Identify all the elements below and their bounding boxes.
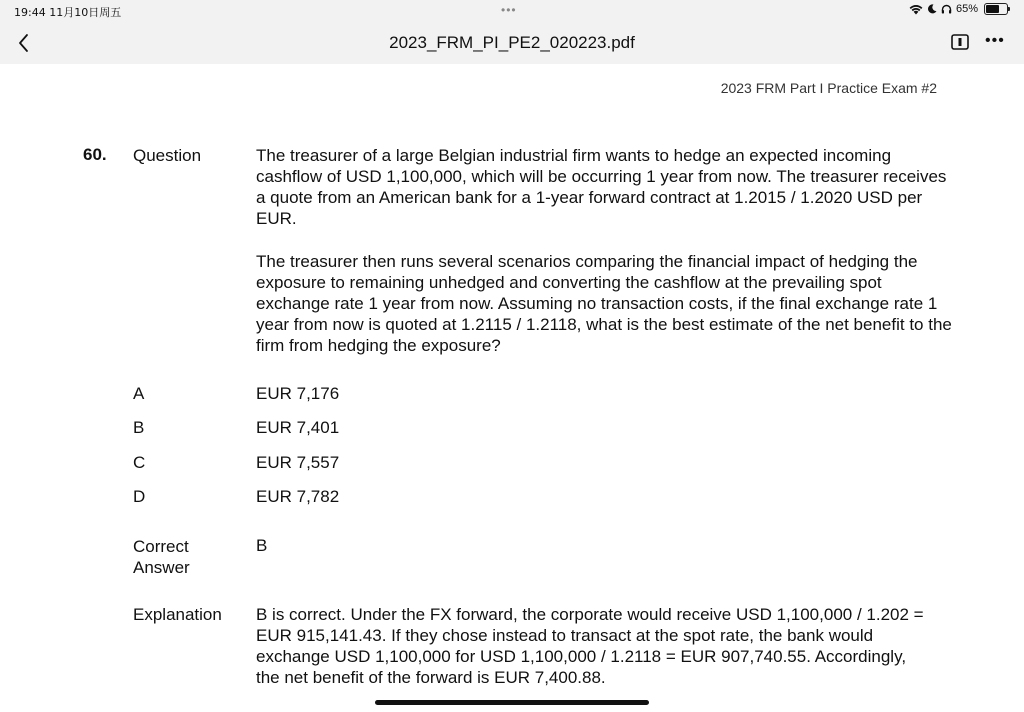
status-time: 19:44 11月10日周五 [14, 6, 122, 19]
ellipsis-icon: ••• [985, 32, 1005, 49]
home-indicator[interactable] [375, 700, 649, 705]
option-letter-b: B [133, 418, 145, 437]
option-text-c: EUR 7,557 [256, 453, 340, 472]
more-options-button[interactable] [985, 32, 1005, 50]
explanation-text: B is correct. Under the FX forward, the corporate would receive USD 1,100,000 / 1.202 = EUR 915,141.43. If they chose instead to transact at the spot rate, the bank would exchange USD 1,100,000 for USD 1,100,000 / 1.2118 = EUR 907,740.55. Accordingly, the net benefit of the forward is EUR 7,400.88. [256, 605, 924, 687]
multitasking-dots[interactable]: ••• [501, 3, 517, 17]
battery-icon [984, 3, 1008, 15]
explanation-label: Explanation [133, 605, 222, 624]
option-text-a: EUR 7,176 [256, 384, 340, 403]
battery-percent: 65% [955, 3, 978, 15]
correct-answer-label: Correct Answer [133, 537, 190, 577]
sidebar-toggle-icon [951, 34, 969, 50]
moon-icon [927, 4, 937, 14]
headphones-icon [941, 4, 952, 14]
option-letter-c: C [133, 453, 146, 472]
correct-answer-value: B [256, 536, 268, 555]
option-text-b: EUR 7,401 [256, 418, 340, 437]
question-paragraph-2: The treasurer then runs several scenarios comparing the financial impact of hedging the exposure to remaining unhedged and converting the cashflow at the prevailing spot exchange rate 1 year from now. Assuming no transaction costs, if the final exchange rate 1 year from now is quoted at 1.2115 / 1.2118, what is the best estimate of the net benefit to the firm from hedging the exposure? [256, 252, 952, 355]
question-number: 60. [83, 145, 107, 164]
document-title: 2023_FRM_PI_PE2_020223.pdf [389, 33, 635, 52]
option-text-d: EUR 7,782 [256, 487, 340, 506]
option-letter-a: A [133, 384, 145, 403]
status-right [909, 3, 1008, 15]
option-letter-d: D [133, 487, 146, 506]
view-mode-button[interactable] [951, 34, 969, 50]
status-bar [0, 0, 1024, 22]
battery-level-fill [986, 5, 999, 13]
question-paragraph-1: The treasurer of a large Belgian industrial firm wants to hedge an expected incoming cashflow of USD 1,100,000, which will be occurring 1 year from now. The treasurer receives a quote from an American bank for a 1-year forward contract at 1.2015 / 1.2020 USD per EUR. [256, 146, 947, 228]
wifi-icon [909, 4, 923, 15]
navigation-bar [0, 22, 1024, 64]
page-running-header: 2023 FRM Part I Practice Exam #2 [720, 80, 937, 96]
question-label: Question [133, 146, 202, 165]
